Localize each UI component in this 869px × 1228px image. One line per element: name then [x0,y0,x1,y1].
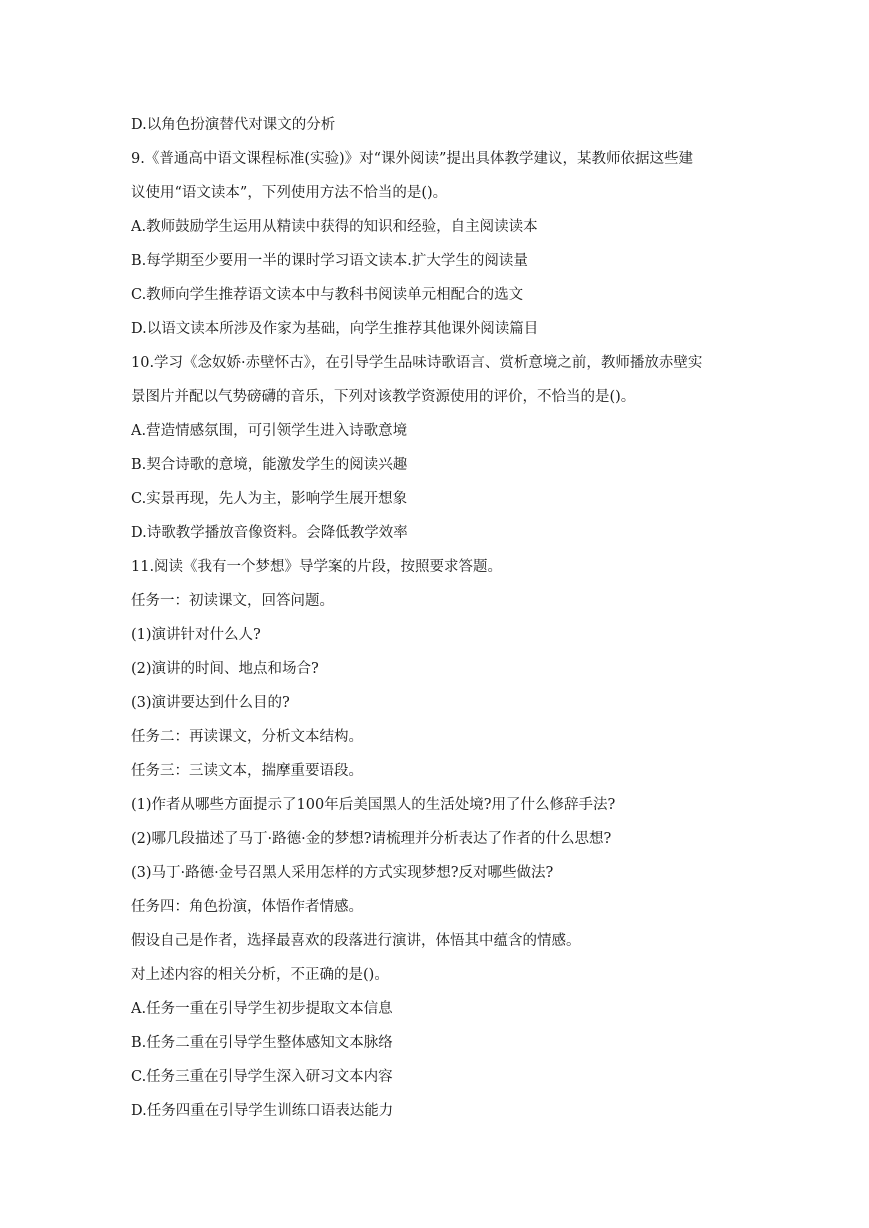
task-1-heading: 任务一：初读课文，回答问题。 [131,593,334,609]
task-4-heading: 任务四：角色扮演，体悟作者情感。 [131,899,363,915]
q10-option-b: B.契合诗歌的意境，能激发学生的阅读兴趣 [131,457,408,473]
q9-stem-line-1: 9.《普通高中语文课程标准(实验)》对“课外阅读”提出具体教学建议，某教师依据这些建 [131,151,693,167]
q9-option-a: A.教师鼓励学生运用从精读中获得的知识和经验，自主阅读读本 [131,219,538,235]
task-1-question-3: (3)演讲要达到什么目的? [131,695,290,711]
task-1-question-1: (1)演讲针对什么人? [131,627,261,643]
q9-option-b: B.每学期至少要用一半的课时学习语文读本.扩大学生的阅读量 [131,253,528,269]
q11-option-b: B.任务二重在引导学生整体感知文本脉络 [131,1035,393,1051]
task-3-question-1: (1)作者从哪些方面提示了100年后美国黑人的生活处境?用了什么修辞手法? [131,797,616,813]
q10-option-d: D.诗歌教学播放音像资料。会降低教学效率 [131,525,408,541]
q9-stem-line-2: 议使用“语文读本”，下列使用方法不恰当的是()。 [131,185,448,201]
q10-option-c: C.实景再现，先人为主，影响学生展开想象 [131,491,408,507]
document-body [131,108,791,1128]
q11-stem: 11.阅读《我有一个梦想》导学案的片段，按照要求答题。 [131,559,503,575]
task-2-heading: 任务二：再读课文，分析文本结构。 [131,729,363,745]
q11-option-d: D.任务四重在引导学生训练口语表达能力 [131,1103,394,1119]
task-3-question-2: (2)哪几段描述了马丁·路德·金的梦想?请梳理并分析表达了作者的什么思想? [131,831,612,847]
q11-option-c: C.任务三重在引导学生深入研习文本内容 [131,1069,393,1085]
q8-option-d: D.以角色扮演替代对课文的分析 [131,117,336,133]
q11-question: 对上述内容的相关分析，不正确的是()。 [131,967,389,983]
q10-stem-line-2: 景图片并配以气势磅礴的音乐，下列对该教学资源使用的评价，不恰当的是()。 [131,389,636,405]
q10-option-a: A.营造情感氛围，可引领学生进入诗歌意境 [131,423,408,439]
q9-option-d: D.以语文读本所涉及作家为基础，向学生推荐其他课外阅读篇目 [131,321,539,337]
task-3-heading: 任务三：三读文本，揣摩重要语段。 [131,763,363,779]
task-4-description: 假设自己是作者，选择最喜欢的段落进行演讲，体悟其中蕴含的情感。 [131,933,581,949]
q11-option-a: A.任务一重在引导学生初步提取文本信息 [131,1001,393,1017]
task-1-question-2: (2)演讲的时间、地点和场合? [131,661,319,677]
q9-option-c: C.教师向学生推荐语文读本中与教科书阅读单元相配合的选文 [131,287,524,303]
task-3-question-3: (3)马丁·路德·金号召黑人采用怎样的方式实现梦想?反对哪些做法? [131,865,554,881]
q10-stem-line-1: 10.学习《念奴娇·赤壁怀古》，在引导学生品味诗歌语言、赏析意境之前，教师播放赤壁实 [131,355,703,371]
